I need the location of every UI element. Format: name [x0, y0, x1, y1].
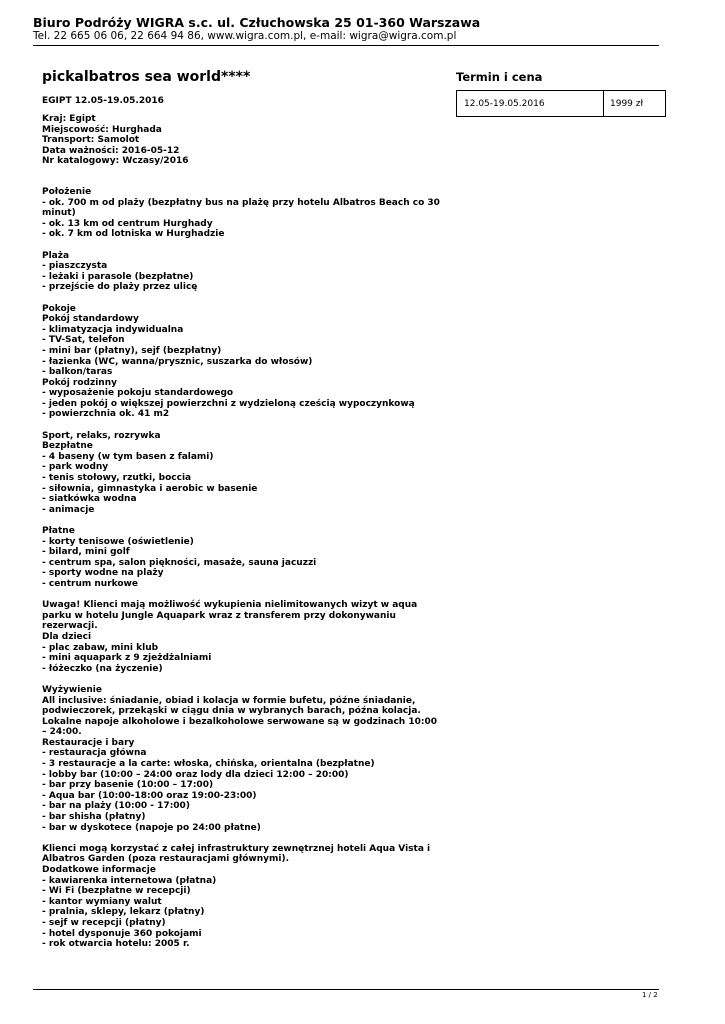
description-line: Wyżywienie [42, 684, 102, 695]
offer-title: pickalbatros sea world**** [42, 69, 251, 85]
description-line: - TV-Sat, telefon [42, 335, 125, 346]
offer-description [42, 187, 442, 950]
description-line: - Aqua bar (10:00-18:00 oraz 19:00-23:00) [42, 790, 257, 801]
description-line: - kantor wymiany walut [42, 896, 162, 907]
description-line: Dla dzieci [42, 631, 92, 642]
description-line: - pralnia, sklepy, lekarz (płatny) [42, 907, 205, 918]
description-line: - Wi Fi (bezpłatne w recepcji) [42, 886, 191, 897]
description-line: - siłownia, gimnastyka i aerobic w basenie [42, 483, 258, 494]
description-line: - wyposażenie pokoju standardowego [42, 388, 234, 399]
description-line: - leżaki i parasole (bezpłatne) [42, 271, 194, 282]
description-line: Dodatkowe informacje [42, 865, 156, 875]
description-line: - ok. 13 km od centrum Hurghady [42, 218, 213, 229]
description-line: - łazienka (WC, wanna/prysznic, suszarka do włosów) [42, 356, 313, 367]
footer-divider [33, 989, 659, 990]
description-line: Pokój rodzinny [42, 377, 117, 388]
description-line: Sport, relaks, rozrywka [42, 430, 161, 441]
company-contact: Tel. 22 665 06 06, 22 664 94 86, www.wigra.com.pl, e-mail: wigra@wigra.com.pl [33, 30, 457, 42]
header-divider [33, 45, 659, 46]
description-line: - 3 restauracje a la carte: włoska, chińska, orientalna (bezpłatne) [42, 759, 375, 770]
description-line: - centrum nurkowe [42, 578, 138, 589]
description-line: Uwaga! Klienci mają możliwość wykupienia nielimitowanych wizyt w aqua parku w hotelu Jungle Aquapark wraz z transferem przy dokonywaniu rezerwacji. [42, 600, 418, 632]
description-line: - restauracja główna [42, 748, 147, 759]
description-line: - mini aquapark z 9 zjeżdżalniami [42, 653, 212, 664]
paragraph-gap [42, 590, 442, 601]
paragraph-gap [42, 240, 442, 251]
description-line: - tenis stołowy, rzutki, boccia [42, 473, 192, 484]
page-number: 1 / 2 [642, 991, 658, 999]
trip-dates: EGIPT 12.05-19.05.2016 [42, 96, 164, 106]
description-line: Położenie [42, 187, 92, 197]
description-line: - park wodny [42, 462, 109, 473]
description-line: - 4 baseny (w tym basen z falami) [42, 451, 214, 462]
description-line: - bilard, mini golf [42, 547, 130, 558]
paragraph-gap [42, 293, 442, 304]
description-line: - powierzchnia ok. 41 m2 [42, 409, 170, 420]
description-line: Klienci mogą korzystać z całej infrastruktury zewnętrznej hoteli Aqua Vista i Albatros Garden (poza restauracjami głównymi). [42, 843, 431, 865]
description-line: - kawiarenka internetowa (płatna) [42, 875, 217, 886]
description-line: - bar w dyskotece (napoje po 24:00 płatne) [42, 822, 261, 833]
paragraph-gap [42, 833, 442, 844]
description-line: - sejf w recepcji (płatny) [42, 917, 166, 928]
description-line: Plaża [42, 250, 70, 261]
paragraph-gap [42, 420, 442, 431]
description-line: - centrum spa, salon piękności, masaże, sauna jacuzzi [42, 557, 317, 568]
detail-country: Kraj: Egipt [42, 114, 96, 124]
offer-details [42, 114, 188, 167]
description-line: - jeden pokój o większej powierzchni z wydzieloną cześcią wypoczynkową [42, 398, 415, 409]
description-line: - ok. 700 m od plaży (bezpłatny bus na plażę przy hotelu Albatros Beach co 30 minut) [42, 197, 440, 219]
description-line: Pokoje [42, 303, 76, 314]
detail-catalog-number: Nr katalogowy: Wczasy/2016 [42, 156, 189, 167]
description-line: Pokój standardowy [42, 314, 139, 325]
description-line: - lobby bar (10:00 – 24:00 oraz lody dla dzieci 12:00 – 20:00) [42, 769, 349, 780]
description-line: - sporty wodne na plaży [42, 568, 164, 579]
detail-validity: Data ważności: 2016-05-12 [42, 145, 180, 156]
description-line: - balkon/taras [42, 367, 113, 378]
description-line: - bar shisha (płatny) [42, 812, 146, 823]
price-value-cell: 1999 zł [610, 98, 644, 109]
detail-city: Miejscowość: Hurghada [42, 124, 162, 135]
description-line: Bezpłatne [42, 441, 93, 452]
description-line: Płatne [42, 526, 75, 536]
description-line: - rok otwarcia hotelu: 2005 r. [42, 939, 190, 950]
price-heading: Termin i cena [456, 70, 543, 84]
description-line: - siatkówka wodna [42, 494, 137, 505]
description-line: - bar przy basenie (10:00 – 17:00) [42, 780, 214, 791]
description-line: All inclusive: śniadanie, obiad i kolacja w formie bufetu, późne śniadanie, podwieczorek, przekąski w ciągu dnia w wybranych barach, późna kolacja. Lokalne napoje alkoholowe i bezalkoholowe serwowane są w godzinach 10:00 – 24:00. [42, 695, 437, 738]
description-line: - ok. 7 km od lotniska w Hurghadzie [42, 229, 225, 240]
description-line: - animacje [42, 504, 95, 515]
description-line: - korty tenisowe (oświetlenie) [42, 536, 194, 547]
paragraph-gap [42, 515, 442, 526]
description-line: - klimatyzacja indywidualna [42, 324, 184, 335]
description-line: - plac zabaw, mini klub [42, 642, 159, 653]
detail-transport: Transport: Samolot [42, 135, 140, 146]
paragraph-gap [42, 674, 442, 685]
description-line: - łóżeczko (na życzenie) [42, 663, 163, 674]
description-line: - hotel dysponuje 360 pokojami [42, 928, 202, 939]
description-line: - piaszczysta [42, 261, 108, 272]
company-name: Biuro Podróży WIGRA s.c. ul. Człuchowska 25 01-360 Warszawa [33, 15, 481, 30]
description-line: - bar na plaży (10:00 - 17:00) [42, 801, 190, 812]
description-line: - mini bar (płatny), sejf (bezpłatny) [42, 345, 222, 356]
price-table [456, 90, 666, 117]
description-line: - przejście do plaży przez ulicę [42, 282, 198, 293]
price-term-cell: 12.05-19.05.2016 [457, 91, 604, 116]
description-line: Restauracje i bary [42, 737, 135, 748]
